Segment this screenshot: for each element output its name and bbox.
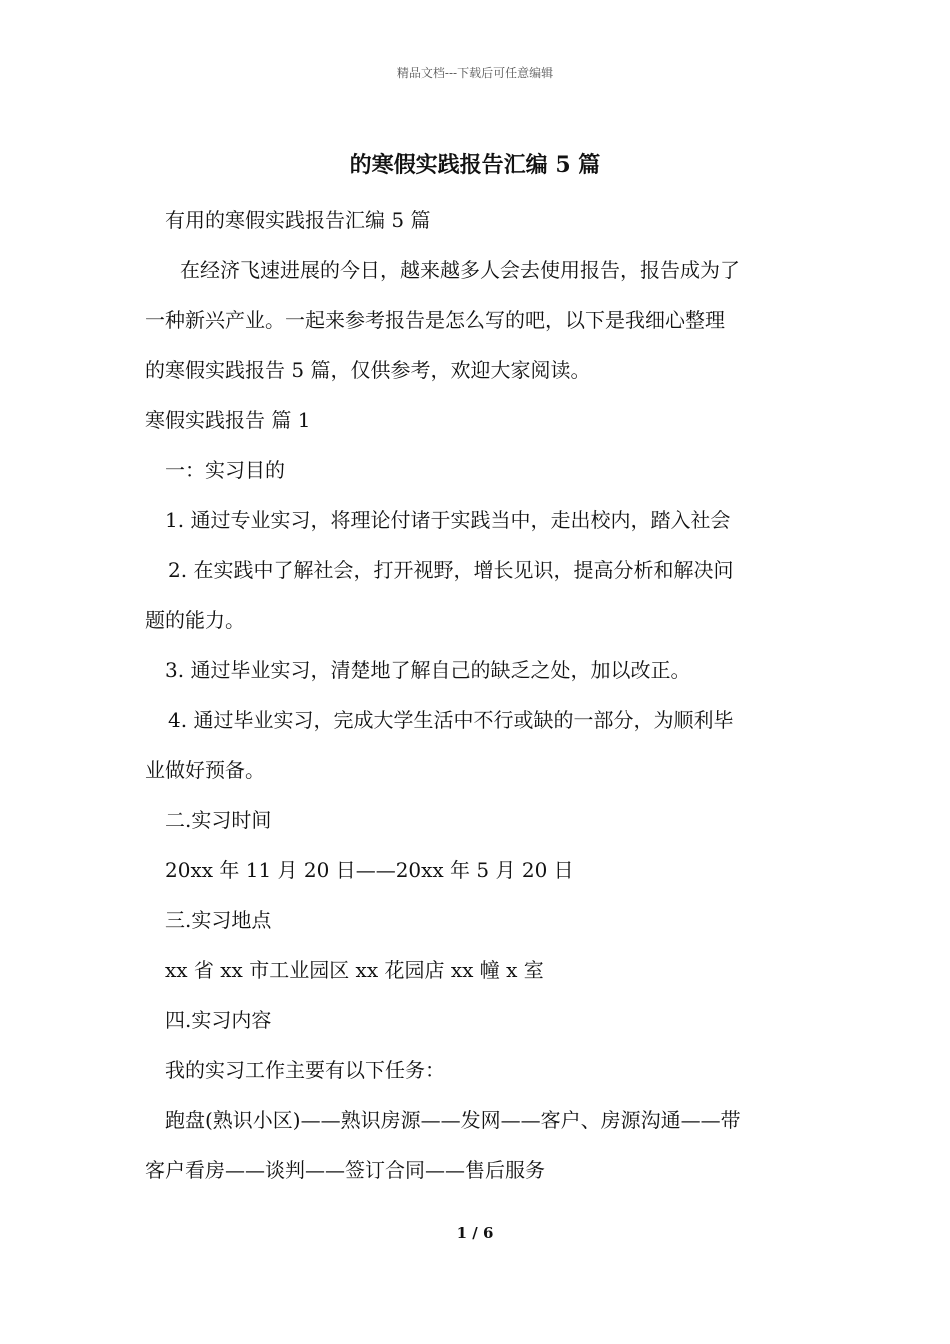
paragraph-line: 我的实习工作主要有以下任务： bbox=[165, 1058, 445, 1082]
subtitle-line: 有用的寒假实践报告汇编 5 篇 bbox=[165, 208, 431, 232]
page-number: 1 / 6 bbox=[456, 1224, 494, 1242]
paragraph-line: 一种新兴产业。一起来参考报告是怎么写的吧，以下是我细心整理 bbox=[145, 308, 725, 332]
paragraph-line: 跑盘(熟识小区)——熟识房源——发网——客户、房源沟通——带 bbox=[165, 1108, 741, 1132]
page-header: 精品文档---下载后可任意编辑 bbox=[396, 66, 554, 80]
document-title: 的寒假实践报告汇编 5 篇 bbox=[349, 152, 601, 178]
list-item: 3. 通过毕业实习，清楚地了解自己的缺乏之处，加以改正。 bbox=[165, 658, 691, 682]
list-item: 2. 在实践中了解社会，打开视野，增长见识，提高分析和解决问 bbox=[168, 558, 734, 582]
list-item: 1. 通过专业实习，将理论付诸于实践当中，走出校内，踏入社会 bbox=[165, 508, 731, 532]
list-item-continued: 题的能力。 bbox=[145, 608, 245, 632]
list-item: 4. 通过毕业实习，完成大学生活中不行或缺的一部分，为顺利毕 bbox=[168, 708, 734, 732]
subsection-heading: 二.实习时间 bbox=[165, 808, 272, 832]
paragraph-line: 在经济飞速进展的今日，越来越多人会去使用报告，报告成为了 bbox=[180, 258, 740, 282]
subsection-heading: 三.实习地点 bbox=[165, 908, 272, 932]
paragraph-line: 客户看房——谈判——签订合同——售后服务 bbox=[145, 1158, 545, 1182]
subsection-heading: 一：实习目的 bbox=[165, 458, 285, 482]
section-heading: 寒假实践报告 篇 1 bbox=[145, 408, 311, 432]
paragraph-line: 的寒假实践报告 5 篇，仅供参考，欢迎大家阅读。 bbox=[145, 358, 591, 382]
subsection-heading: 四.实习内容 bbox=[165, 1008, 272, 1032]
date-range: 20xx 年 11 月 20 日——20xx 年 5 月 20 日 bbox=[165, 858, 574, 882]
location-text: xx 省 xx 市工业园区 xx 花园店 xx 幢 x 室 bbox=[165, 958, 544, 982]
list-item-continued: 业做好预备。 bbox=[145, 758, 265, 782]
